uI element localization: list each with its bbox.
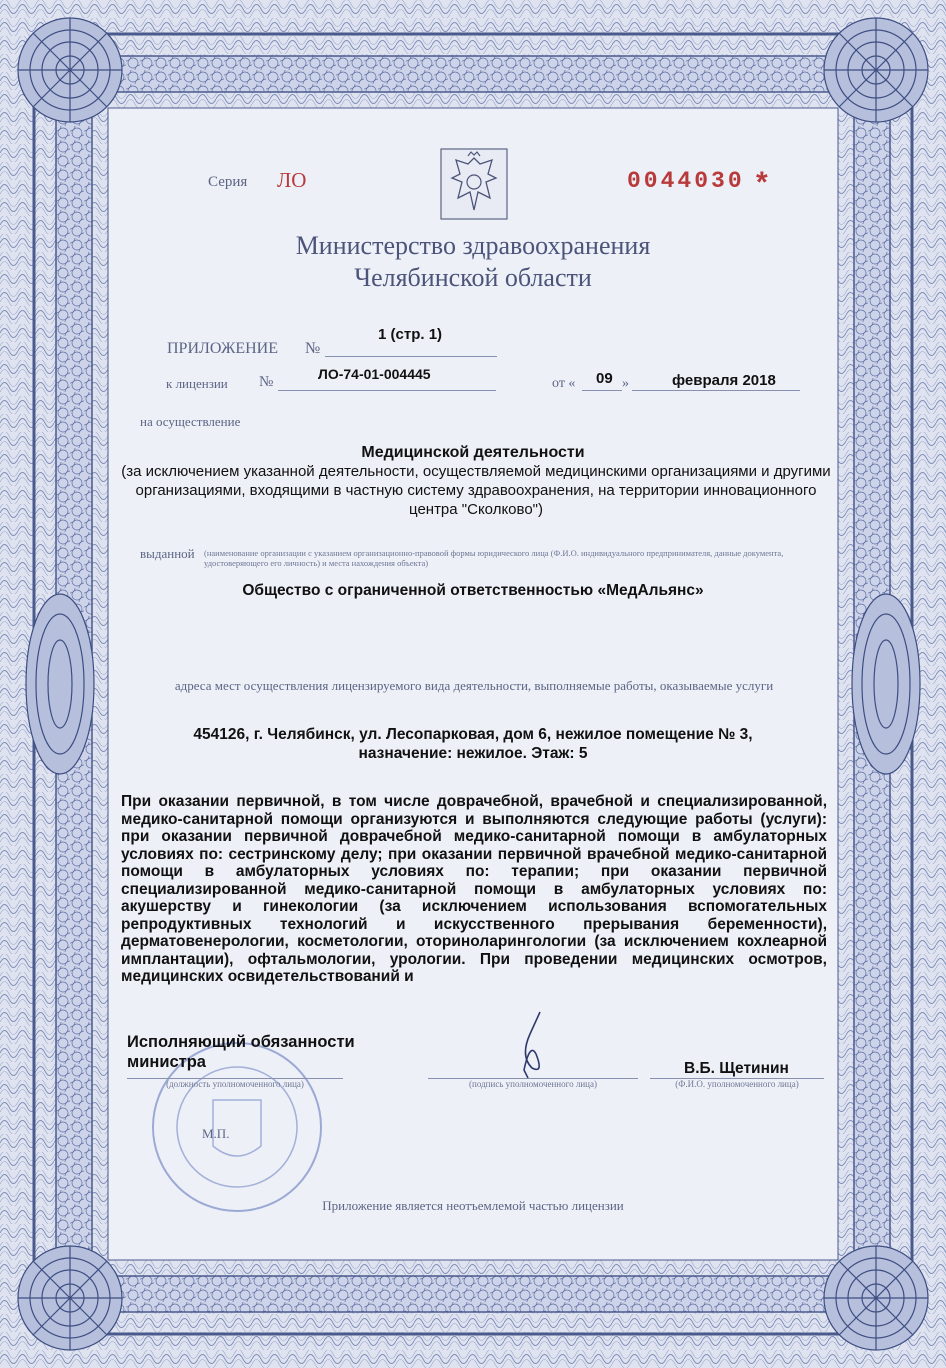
position-line-1: Исполняющий обязанности [127,1033,355,1051]
organization-name: Общество с ограниченной ответственностью «МедАльянс» [242,582,704,599]
license-month-year: февраля 2018 [672,372,776,389]
coat-of-arms-emblem [440,148,508,220]
address-label: адреса мест осуществления лицензируемого вида деятельности, выполняемые работы, оказываемые услуги [174,678,774,693]
ministry-line-1: Министерство здравоохранения [295,231,651,260]
license-underline [278,390,496,391]
license-day: 09 [596,370,613,387]
star-mark-icon: * [756,166,768,199]
services-text: При оказании первичной, в том числе доврачебной, врачебной и специализированной, медико-санитарной помощи организуются и выполняются следующие работы (услуги): при оказании первичной доврачебной медико-санитарной помощи в амбулаторных условиях по: сестринскому делу; при оказании первичной врачебной медико-санитарной помощи в амбулаторных условиях по: терапии; при оказании первичной специализированной медико-санитарной помощи в амбулаторных условиях по: акушерству и гинекологии (за исключением использования вспомогательных репродуктивных технологий и искусственного прерывания беременности), дерматовенерологии, косметологии, оториноларингологии (за исключением кохлеарной имплантации), офтальмологии, урологии. При проведении медицинских осмотров, медицинских освидетельствований и [121,793,827,985]
month-underline [632,390,800,391]
issued-hint: (наименование организации с указанием организационно-правовой формы юридического лица (Ф.И.О. индивидуального предпринимателя, данные документа, удостоверяющего его личность) и места нахождения объекта) [204,548,784,568]
signatory-name: В.Б. Щетинин [684,1060,789,1077]
license-close-quote: » [622,376,629,391]
stamp-place-label: М.П. [202,1126,230,1141]
license-no-sign: № [259,374,274,390]
issued-label: выданной [140,546,195,561]
ministry-name [150,230,796,294]
activity-description: (за исключением указанной деятельности, осуществляемой медицинскими организациями и другими организациями, входящими в частную систему здравоохранения, на территории инновационного центра "Сколково") [121,463,831,518]
form-number: 0044030 [627,168,745,194]
address-line-2: назначение: нежилое. Этаж: 5 [358,745,588,762]
appendix-value: 1 (стр. 1) [378,326,443,343]
position-caption: (должность уполномоченного лица) [166,1079,304,1089]
license-label: к лицензии [166,376,228,391]
appendix-underline [325,356,497,357]
address-line-1: 454126, г. Челябинск, ул. Лесопарковая, дом 6, нежилое помещение № 3, [193,726,753,743]
day-underline [582,390,622,391]
name-caption: (Ф.И.О. уполномоченного лица) [675,1079,799,1089]
license-number: ЛО-74-01-004445 [318,366,431,382]
series-value: ЛО [277,168,307,192]
handwritten-signature [506,1008,554,1078]
appendix-label: ПРИЛОЖЕНИЕ [167,340,279,357]
license-from-label: от « [552,376,576,391]
activity-title: Медицинской деятельности [361,444,585,461]
signature-caption: (подпись уполномоченного лица) [469,1079,597,1089]
activity-label: на осуществление [140,414,241,429]
ministry-line-2: Челябинской области [354,263,592,292]
series-label: Серия [208,174,248,190]
footer-note: Приложение является неотъемлемой частью лицензии [322,1198,624,1213]
signatory-position [127,1032,355,1072]
appendix-no-sign: № [305,340,321,357]
position-line-2: министра [127,1053,206,1071]
